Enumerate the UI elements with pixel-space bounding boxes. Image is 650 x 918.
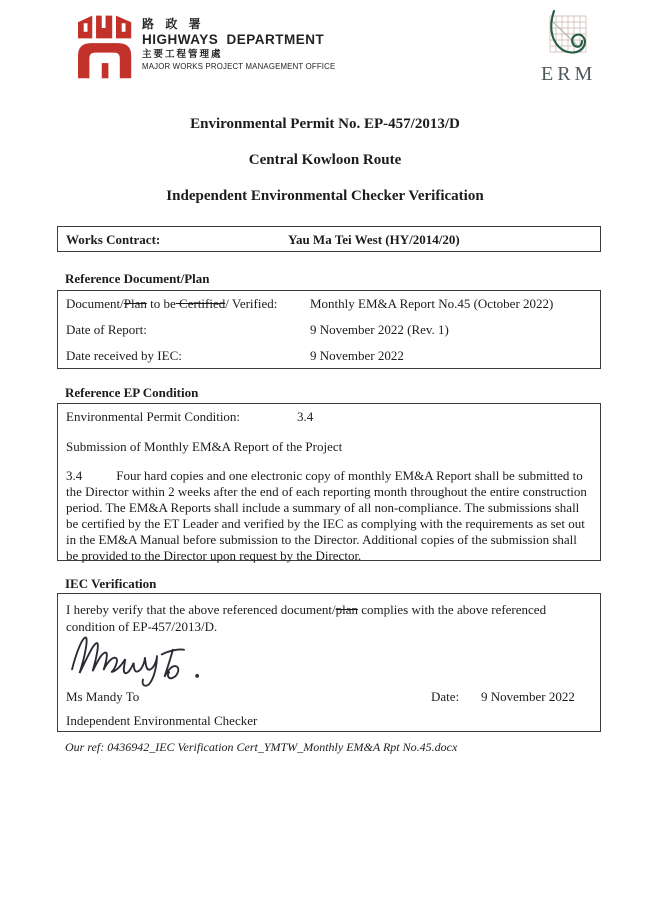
org-name-chinese: 路 政 署 <box>142 17 205 31</box>
statement-post: complies with the above referenced condition of EP-457/2013/D. <box>66 602 547 634</box>
office-name-chinese: 主要工程管理處 <box>142 49 223 60</box>
office-name-english: MAJOR WORKS PROJECT MANAGEMENT OFFICE <box>142 62 336 71</box>
erm-leaf-icon <box>541 10 593 65</box>
permit-number-title: Environmental Permit No. EP-457/2013/D <box>190 116 460 132</box>
document-label-post: / Verified: <box>225 296 278 311</box>
project-title: Central Kowloon Route <box>248 152 402 168</box>
iec-verification-box <box>57 593 601 732</box>
date-received-row <box>58 343 600 369</box>
highways-department-logo-icon <box>78 13 135 79</box>
ep-clause-paragraph <box>58 462 600 564</box>
our-ref-footer: Our ref: 0436942_IEC Verification Cert_YMTW_Monthly EM&A Rpt No.45.docx <box>65 740 458 754</box>
reference-ep-condition-box <box>57 403 601 561</box>
document-label <box>66 296 277 311</box>
signatory-name: Ms Mandy To <box>66 689 140 704</box>
ep-subheading: Submission of Monthly EM&A Report of the Project <box>66 439 343 454</box>
statement-struck-plan: plan <box>335 602 359 617</box>
date-label: Date: <box>431 689 460 704</box>
signatory-row <box>66 689 594 707</box>
document-label-pre: Document/ <box>66 296 124 311</box>
date-of-report-label: Date of Report: <box>66 322 147 337</box>
reference-ep-condition-heading: Reference EP Condition <box>65 385 199 400</box>
ep-clause-number: 3.4 <box>66 468 83 483</box>
ep-condition-label: Environmental Permit Condition: <box>66 409 241 424</box>
works-contract-box <box>57 226 601 252</box>
erm-wordmark: ERM <box>541 63 597 85</box>
highways-department-text-block <box>142 17 335 72</box>
document-value: Monthly EM&A Report No.45 (October 2022) <box>310 296 554 311</box>
signature-image <box>68 632 218 692</box>
document-label-struck-plan: Plan <box>123 296 147 311</box>
date-received-value: 9 November 2022 <box>310 348 404 363</box>
works-contract-label: Works Contract: <box>66 232 161 247</box>
ep-clause-text: Four hard copies and one electronic copy of monthly EM&A Report shall be submitted to the Director within 2 weeks after the end of each reporting month throughout the entire construction period. The EM&A Reports shall include a summary of all non-compliance. The submissions shall be certified by the ET Leader and verified by the IEC as complying with the requirements as set out in the EM&A Manual before submission to the Director. Additional copies of the submission shall be provided to the Director upon request by the Director. <box>66 468 587 563</box>
document-label-struck-certified: Certified <box>175 296 226 311</box>
org-name-english: HIGHWAYS DEPARTMENT <box>142 32 325 47</box>
reference-document-heading: Reference Document/Plan <box>65 271 210 286</box>
document-label-mid: to be <box>146 296 176 311</box>
document-type-title: Independent Environmental Checker Verification <box>166 188 484 204</box>
works-contract-value: Yau Ma Tei West (HY/2014/20) <box>288 232 460 247</box>
erm-logo <box>541 10 597 86</box>
reference-document-box <box>57 290 601 369</box>
verification-statement <box>58 594 600 635</box>
ep-subheading-row <box>58 430 600 462</box>
iec-verification-heading: IEC Verification <box>65 576 157 591</box>
signatory-title: Independent Environmental Checker <box>66 713 258 728</box>
works-contract-row <box>58 227 600 253</box>
ep-condition-row <box>58 404 600 430</box>
date-value: 9 November 2022 <box>481 689 575 704</box>
document-to-be-verified-row <box>58 291 600 317</box>
date-of-report-row <box>58 317 600 343</box>
statement-pre: I hereby verify that the above referenced document/ <box>66 602 336 617</box>
ep-condition-value: 3.4 <box>297 409 314 424</box>
date-received-label: Date received by IEC: <box>66 348 182 363</box>
date-of-report-value: 9 November 2022 (Rev. 1) <box>310 322 449 337</box>
